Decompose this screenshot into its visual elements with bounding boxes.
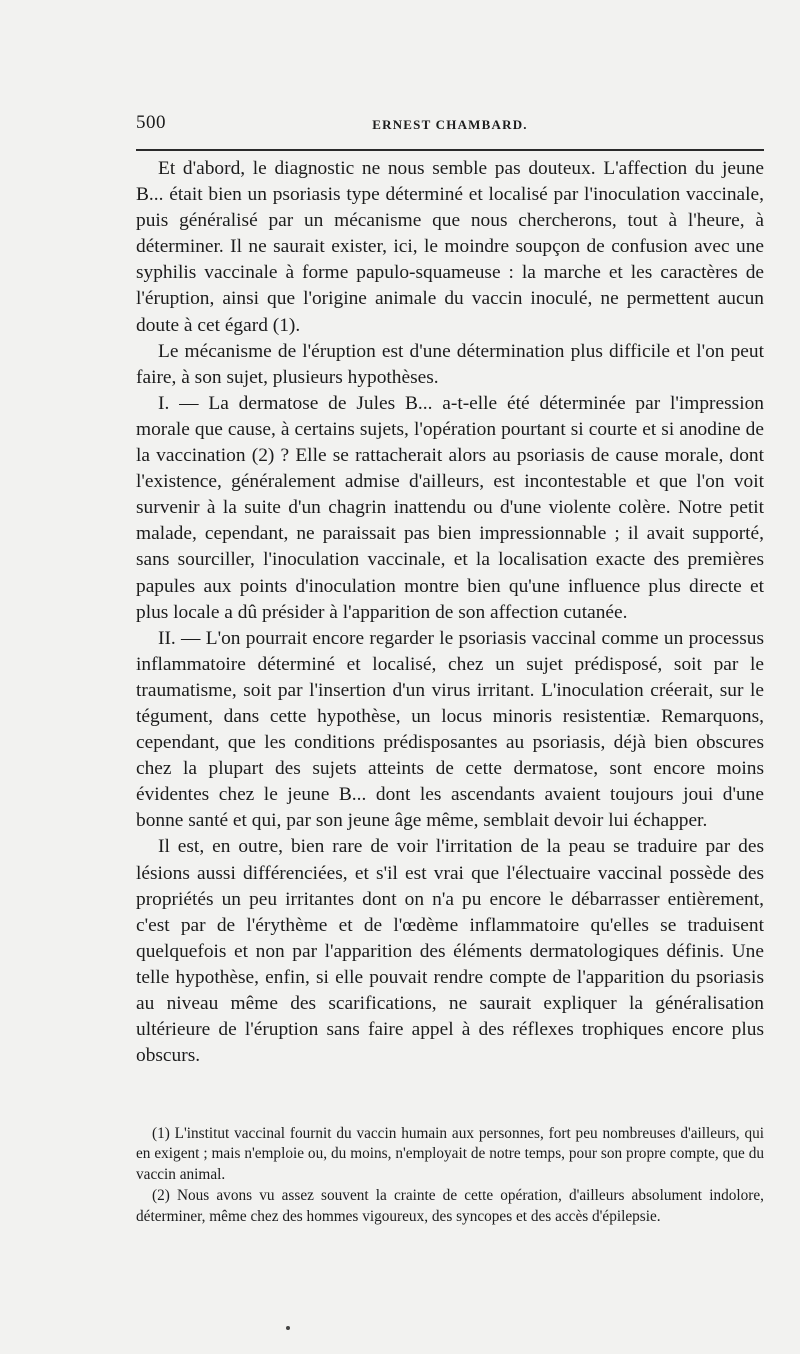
- paragraph: Le mécanisme de l'éruption est d'une détermination plus difficile et l'on peut faire, à son sujet, plusieurs hypothèses.: [136, 340, 764, 388]
- footnotes: [136, 1124, 764, 1228]
- footnote: (2) Nous avons vu assez souvent la crainte de cette opération, d'ailleurs absolument indolore, déterminer, même chez des hommes vigoureux, des syncopes et des accès d'épilepsie.: [136, 1187, 764, 1225]
- paragraph: I. — La dermatose de Jules B... a-t-elle été déterminée par l'impression morale que cause, à certains sujets, l'opération pourtant si courte et si anodine de la vaccination (2) ? Elle se rattacherait alors au psoriasis de cause morale, dont l'existence, généralement admise d'ailleurs, est incontestable et que l'on voit survenir à la suite d'un chagrin inattendu ou d'une violente colère. Notre petit malade, cependant, ne paraissait pas bien impressionnable ; il avait supporté, sans sourciller, l'inoculation vaccinale, et la localisation exacte des premières papules aux points d'inoculation montre bien qu'une influence plus directe et plus locale a dû présider à l'apparition de son affection cutanée.: [136, 392, 764, 623]
- page-number: 500: [136, 112, 166, 133]
- page-speck: [286, 1326, 290, 1330]
- main-text: [136, 156, 764, 1069]
- running-title: ERNEST CHAMBARD.: [372, 117, 528, 132]
- paragraph: Et d'abord, le diagnostic ne nous semble pas douteux. L'affection du jeune B... était bien un psoriasis type déterminé et localisé par l'inoculation vaccinale, puis généralisé par un mécanisme que nous chercherons, tout à l'heure, à déterminer. Il ne saurait exister, ici, le moindre soupçon de confusion avec une syphilis vaccinale à forme papulo-squameuse : la marche et les caractères de l'éruption, ainsi que l'origine animale du vaccin inoculé, ne permettent aucun doute à cet égard (1).: [136, 158, 764, 336]
- header-rule: [136, 149, 764, 151]
- footnote: (1) L'institut vaccinal fournit du vaccin humain aux personnes, fort peu nombreuses d'ailleurs, qui en exigent ; mais n'emploie ou, du moins, n'employait de notre temps, pour son propre compte, que du vaccin animal.: [136, 1125, 764, 1183]
- paragraph: Il est, en outre, bien rare de voir l'irritation de la peau se traduire par des lésions aussi différenciées, et s'il est vrai que l'électuaire vaccinal possède des propriétés un peu irritantes dont on n'a pu encore le débarrasser entièrement, c'est par de l'érythème et de l'œdème inflammatoire qu'elles se traduisent quelquefois et non par l'apparition des éléments dermatologiques définis. Une telle hypothèse, enfin, si elle pouvait rendre compte de l'apparition du psoriasis au niveau même des scarifications, ne saurait expliquer la généralisation ultérieure de l'éruption sans faire appel à des réflexes trophiques encore plus obscurs.: [136, 836, 764, 1067]
- paragraph: II. — L'on pourrait encore regarder le psoriasis vaccinal comme un processus inflammatoire déterminé et localisé, chez un sujet prédisposé, soit par le traumatisme, soit par l'insertion d'un virus irritant. L'inoculation créerait, sur le tégument, dans cette hypothèse, un locus minoris resistentiæ. Remarquons, cependant, que les conditions prédisposantes au psoriasis, déjà bien obscures chez la plupart des sujets atteints de cette dermatose, sont encore moins évidentes chez le jeune B... dont les ascendants avaient toujours joui d'une bonne santé et qui, par son jeune âge même, semblait devoir lui échapper.: [136, 627, 764, 832]
- page-header: [136, 112, 764, 138]
